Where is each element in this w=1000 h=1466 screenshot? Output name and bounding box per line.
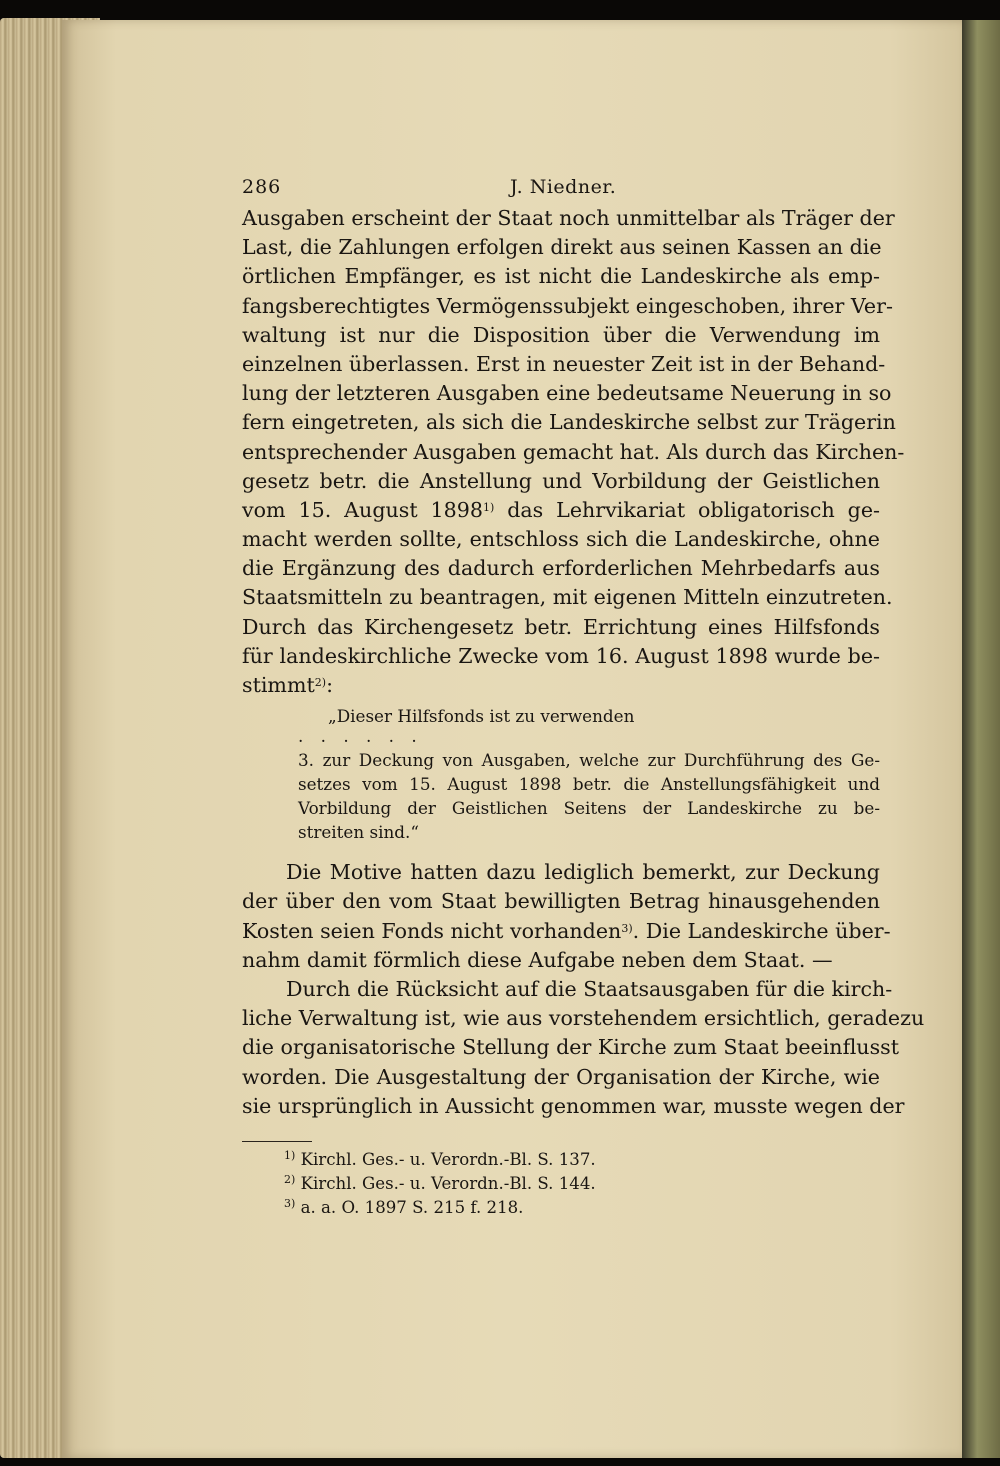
footnote-marker: 3) [621,921,633,935]
body-line: Staatsmitteln zu beantragen, mit eigenen Mitteln einzutreten. [242,585,893,610]
footnote-divider [242,1141,312,1142]
footnote-marker: 2) [284,1172,296,1186]
footnote-marker: 1) [482,500,495,514]
footnote-text: Kirchl. Ges.- u. Verordn.-Bl. S. 144. [295,1173,596,1193]
body-line: örtlichen Empfänger, es ist nicht die Landeskirche als emp- [242,264,880,289]
line-text: vom 15. August 1898 [242,497,483,522]
quote-line: 3. zur Deckung von Ausgaben, welche zur Durchführung des Ge- [298,750,880,771]
quote-line: streiten sind.“ [298,822,419,843]
footnote-marker: 3) [284,1196,296,1210]
body-line: Durch das Kirchengesetz betr. Errichtung eines Hilfsfonds [242,614,880,639]
footnote-marker: 2) [314,676,327,689]
paragraph-1 [242,204,905,700]
body-line: einzelnen überlassen. Erst in neuester Zeit ist in der Behand- [242,351,886,376]
body-line: fern eingetreten, als sich die Landeskirche selbst zur Trägerin [242,410,896,435]
running-head: J. Niedner. [510,176,617,198]
body-line: sie ursprünglich in Aussicht genommen war, musste wegen der [242,1093,905,1118]
body-line: gesetz betr. die Anstellung und Vorbildung der Geistlichen [242,468,880,493]
body-line: die organisatorische Stellung der Kirche zum Staat beeinflusst [242,1035,899,1060]
footnote-3 [242,1196,880,1220]
line-text: stimmt [242,673,315,697]
body-line-with-footnote-1 [242,496,880,525]
body-line-with-footnote-3 [242,917,891,946]
body-line: entsprechender Ausgaben gemacht hat. Als durch das Kirchen- [242,439,905,464]
body-line: waltung ist nur die Disposition über die Verwendung im [242,322,880,347]
footnote-marker: 1) [284,1148,296,1162]
line-text: Kosten seien Fonds nicht vorhanden [242,918,622,943]
quote-intro: „Dieser Hilfsfonds ist zu verwenden [328,706,635,727]
body-line: Durch die Rücksicht auf die Staatsausgaben für die kirch- [286,976,893,1001]
quote-line: setzes vom 15. August 1898 betr. die Anstellungsfähigkeit und [298,774,880,795]
page-header [242,168,880,204]
paragraph-3 [242,975,925,1121]
paragraph-2 [242,858,891,975]
footnotes [242,1148,880,1220]
body-line: lung der letzteren Ausgaben eine bedeutsame Neuerung in so [242,381,892,406]
body-line: Last, die Zahlungen erfolgen direkt aus seinen Kassen an die [242,235,882,260]
page-number: 286 [242,176,282,198]
body-line: fangsberechtigtes Vermögenssubjekt eingeschoben, ihrer Ver- [242,293,893,318]
footnote-text: a. a. O. 1897 S. 215 f. 218. [295,1197,524,1217]
body-line: Ausgaben erscheint der Staat noch unmittelbar als Träger der [242,206,895,230]
body-line: worden. Die Ausgestaltung der Organisation der Kirche, wie [242,1064,880,1089]
text-block [242,168,925,1220]
body-line: die Ergänzung des dadurch erforderlichen Mehrbedarfs aus [242,556,880,581]
body-line: nahm damit förmlich diese Aufgabe neben dem Staat. — [242,947,833,972]
quote-line: Vorbildung der Geistlichen Seitens der Landeskirche zu be- [298,798,880,819]
body-line: macht werden sollte, entschloss sich die Landeskirche, ohne [242,527,880,552]
footnote-text: Kirchl. Ges.- u. Verordn.-Bl. S. 137. [295,1149,596,1169]
line-text: : [326,673,334,697]
line-text: . Die Landeskirche über- [632,918,891,943]
body-line: für landeskirchliche Zwecke vom 16. August 1898 wurde be- [242,643,880,668]
quote-ellipsis: . . . . . . [298,726,423,747]
body-line: Die Motive hatten dazu lediglich bemerkt, zur Deckung [286,860,880,885]
body-line: liche Verwaltung ist, wie aus vorstehendem ersichtlich, geradezu [242,1006,925,1031]
body-line-with-footnote-2 [242,671,880,700]
block-quote [242,704,880,844]
line-text: das Lehrvikariat obligatorisch ge- [494,497,880,522]
footnote-1 [242,1148,880,1172]
body-line: der über den vom Staat bewilligten Betrag hinausgehenden [242,889,880,914]
footnote-2 [242,1172,880,1196]
book-cover-edge [962,20,1000,1458]
